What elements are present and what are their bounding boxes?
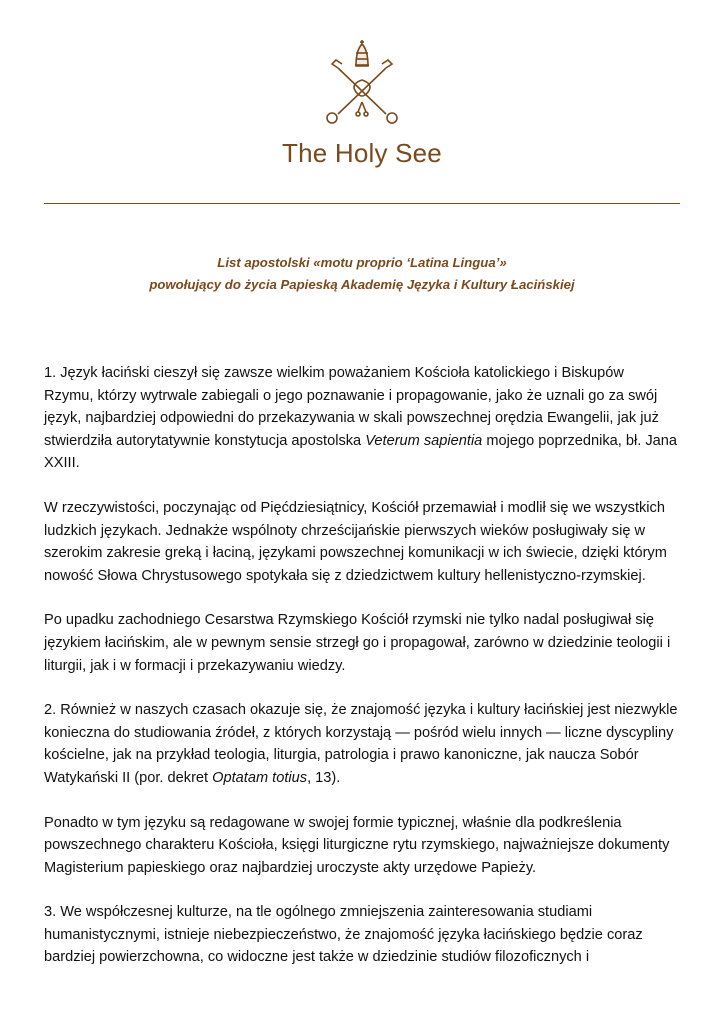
text-line: szerokim zakresie greką i łaciną, językami powszechnej komunikacji w ich świecie, dzięki którym — [44, 545, 667, 562]
paragraph-2 — [44, 497, 684, 587]
header-divider — [44, 203, 680, 204]
text-line: Magisterium papieskiego oraz najbardziej uroczyste akty urzędowe Papieży. — [44, 859, 537, 876]
text-line: językiem łacińskim, ale w pewnym sensie strzegł go i propagował, zarówno w dziedzinie teologii i — [44, 634, 671, 651]
paragraph-6 — [44, 901, 684, 969]
text-line: ludzkich językach. Jednakże wspólnoty chrześcijańskie pierwszych wieków posługiwały się w — [44, 522, 646, 539]
papal-coat-of-arms-icon — [316, 40, 408, 126]
text-line: konieczna do studiowania źródeł, z których korzystają — pośród wielu innych — liczne dyscypliny — [44, 724, 674, 741]
text-line: 3. We współczesnej kulturze, na tle ogólnego zmniejszenia zainteresowania studiami — [44, 904, 593, 921]
paragraph-5 — [44, 812, 684, 880]
paragraph-4 — [44, 699, 684, 789]
text-line: 1. Język łaciński cieszył się zawsze wielkim poważaniem Kościoła katolickiego i Biskupów — [44, 365, 624, 381]
text-line — [44, 767, 684, 790]
text-line: 2. Również w naszych czasach okazuje się, że znajomość języka i kultury łacińskiej jest niezwykle — [44, 702, 678, 719]
text-line: humanistycznymi, istnieje niebezpieczeństwo, że znajomość języka łacińskiego będzie coraz — [44, 926, 643, 943]
paragraph-3 — [44, 609, 684, 677]
text-run: stwierdziła autorytatywnie konstytucja apostolska — [44, 432, 366, 449]
document-title-line-1: List apostolski «motu proprio ‘Latina Lingua’» — [217, 255, 507, 270]
cited-document-title: Optatam totius — [212, 769, 308, 786]
document-body — [44, 362, 684, 991]
text-run: , 13). — [307, 769, 341, 786]
text-line: nowość Słowa Chrystusowego spotykała się z dziedzictwem kultury hellenistyczno-rzymskiej. — [44, 567, 646, 584]
text-line: liturgii, jak i w formacji i przekazywaniu wiedzy. — [44, 657, 346, 674]
text-line: XXIII. — [44, 455, 80, 472]
text-line: bardziej powierzchowna, co widoczne jest także w dziedzinie studiów filozoficznych i — [44, 949, 590, 966]
document-title-line-2: powołujący do życia Papieską Akademię Języka i Kultury Łacińskiej — [149, 277, 575, 292]
text-line: Rzymu, którzy wytrwale zabiegali o jego poznawanie i propagowanie, jako że uznali go za swój — [44, 387, 658, 404]
text-run: Watykański II (por. dekret — [44, 769, 213, 786]
cited-document-title: Veterum sapientia — [365, 432, 483, 449]
text-line — [44, 430, 684, 453]
text-line: kościelne, jak na przykład teologia, liturgia, patrologia i prawo kanoniczne, jak naucza Sobór — [44, 747, 639, 764]
paragraph-1 — [44, 362, 684, 475]
text-line: powszechnego charakteru Kościoła, księgi liturgiczne rytu rzymskiego, najważniejsze dokumenty — [44, 837, 670, 854]
text-line: Ponadto w tym języku są redagowane w swojej formie typicznej, właśnie dla podkreślenia — [44, 814, 622, 831]
text-line: język, najbardziej odpowiedni do przekazywania w skali powszechnej orędzia Ewangelii, jak już — [44, 410, 659, 427]
text-line: W rzeczywistości, poczynając od Pięćdziesiątnicy, Kościół przemawiał i modlił się we wszystkich — [44, 499, 665, 516]
document-title — [0, 252, 724, 296]
site-title: The Holy See — [282, 138, 442, 168]
text-run: mojego poprzednika, bł. Jana — [482, 432, 678, 449]
text-line: Po upadku zachodniego Cesarstwa Rzymskiego Kościół rzymski nie tylko nadal posługiwał się — [44, 612, 654, 629]
